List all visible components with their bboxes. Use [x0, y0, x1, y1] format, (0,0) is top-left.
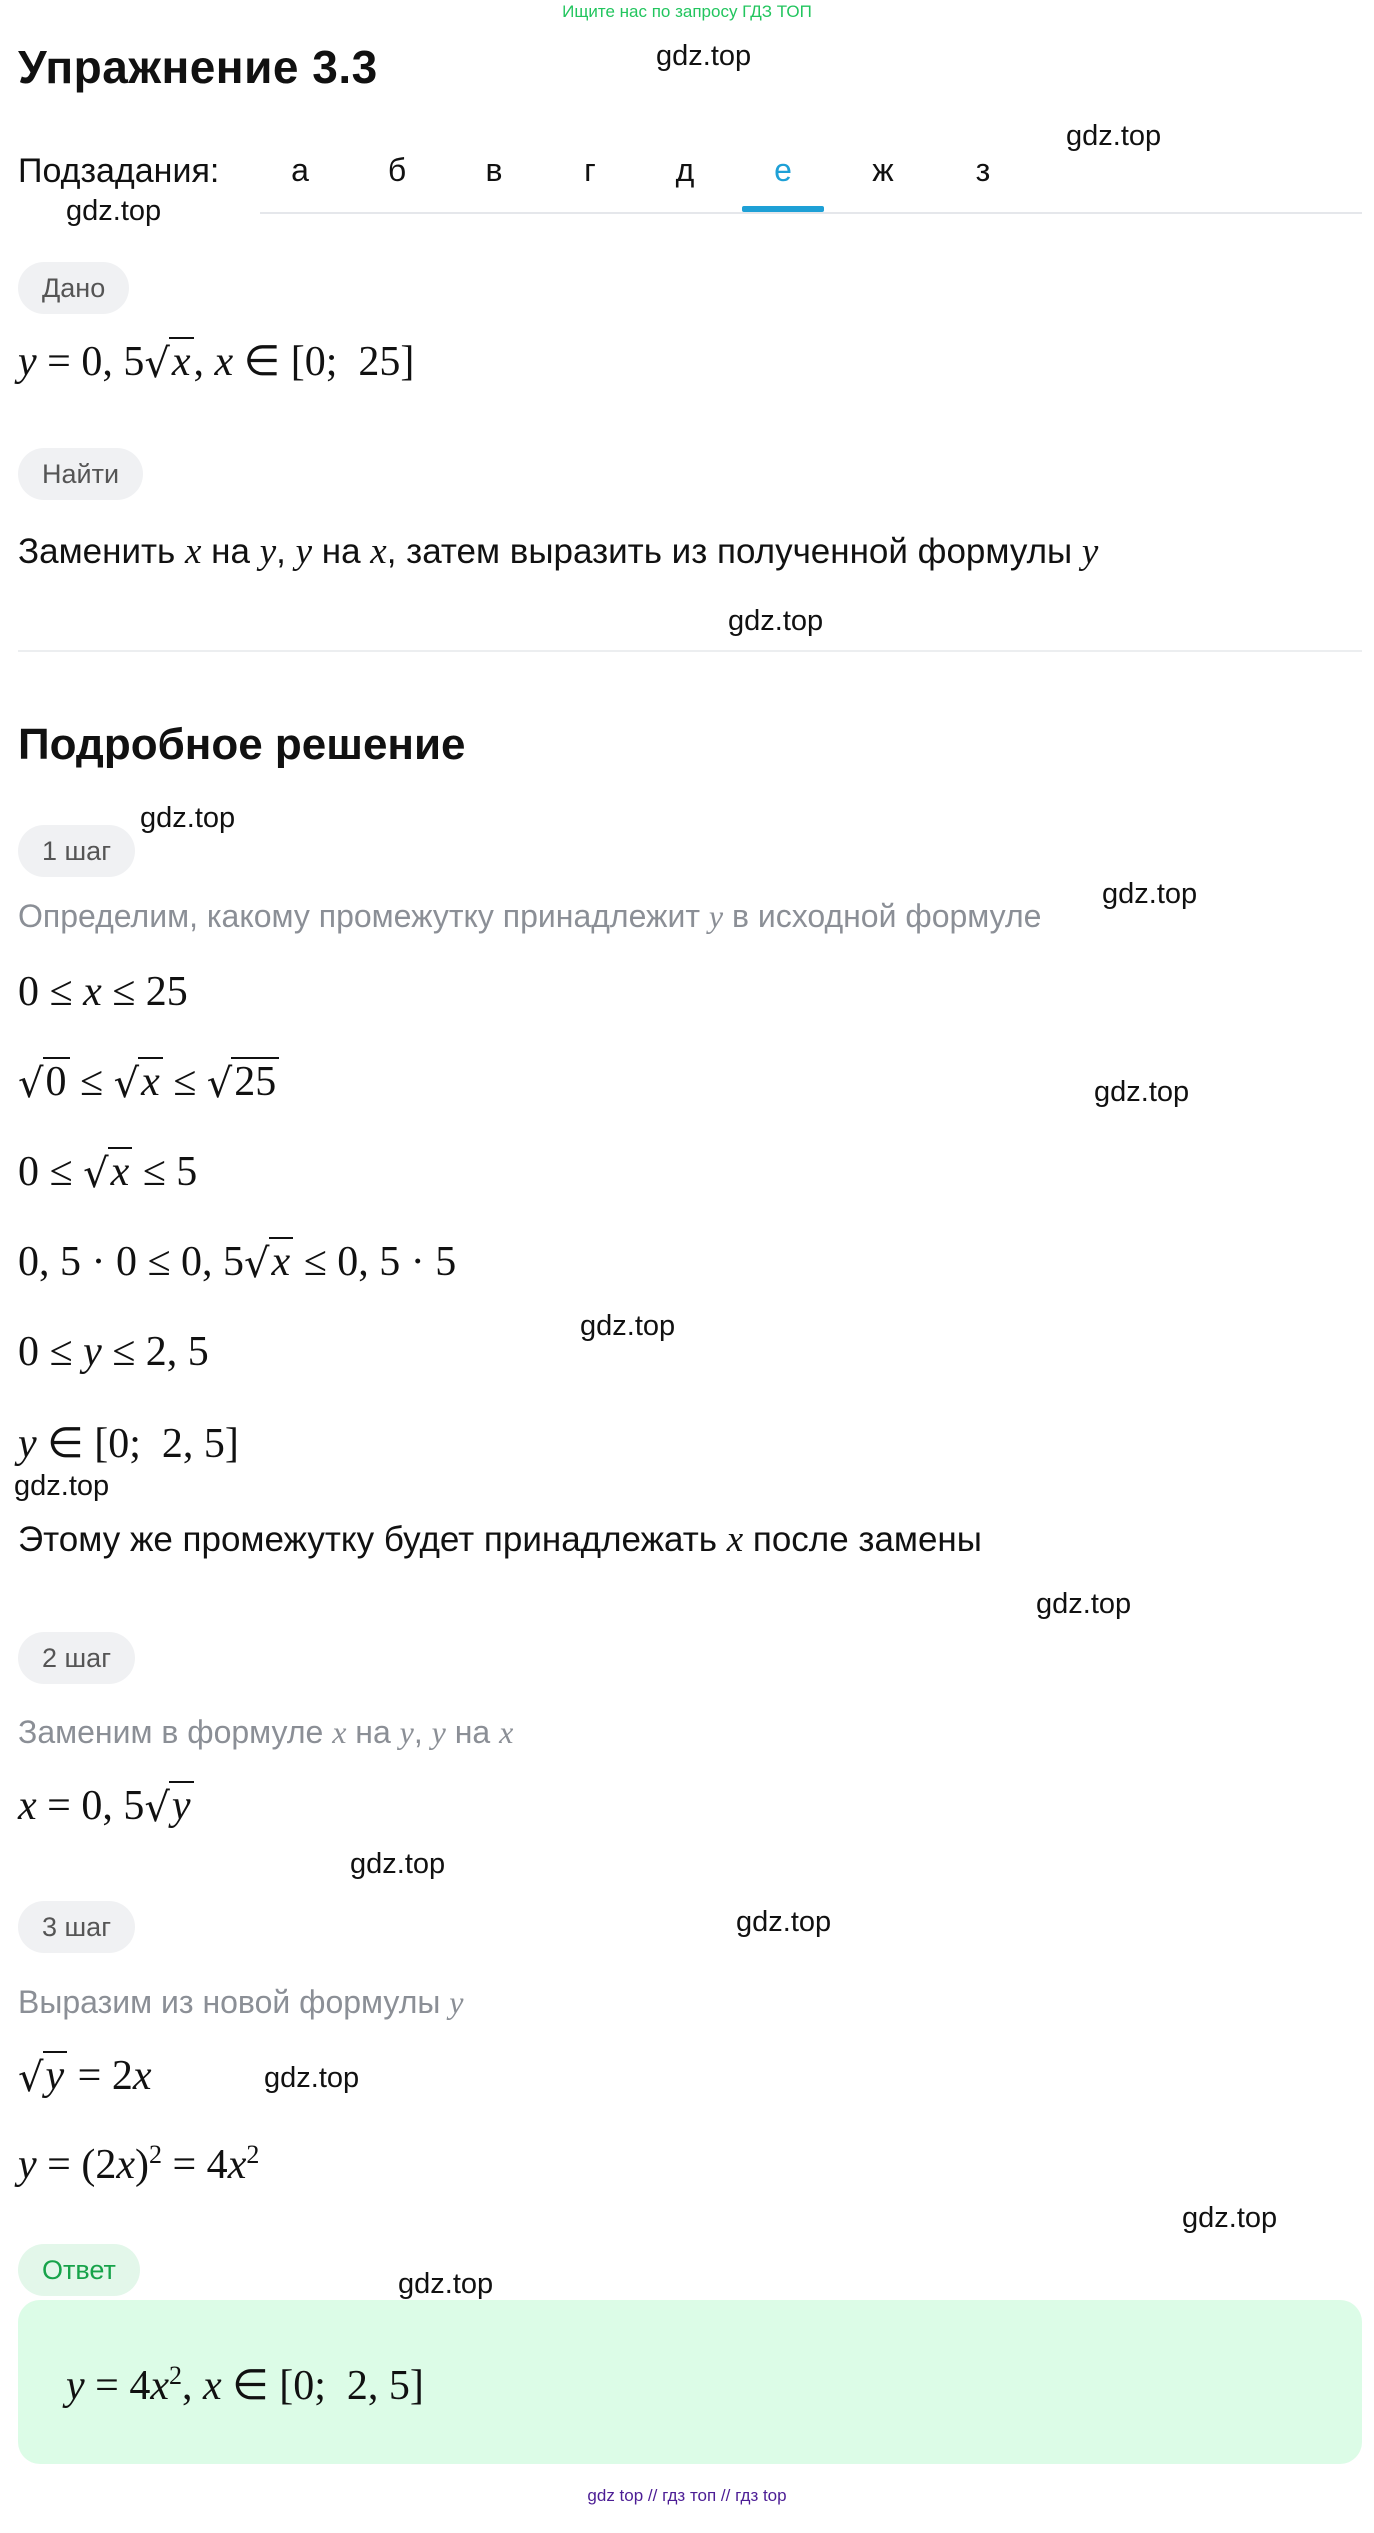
answer-formula: $y = 4x^2$, x ∈ [0; 2, 5] [66, 2361, 424, 2409]
tab-a[interactable]: а [291, 152, 309, 188]
watermark: gdz.top [656, 40, 752, 72]
tab-z[interactable]: з [975, 152, 991, 188]
tab-e[interactable]: е [774, 152, 792, 188]
step-3-badge: 3 шаг [18, 1901, 135, 1953]
watermark: gdz.top [728, 605, 824, 637]
step-2-line-1: x = 0, 5√y [18, 1782, 194, 1830]
step-1-line-6: y ∈ [0; 2, 5] [18, 1421, 239, 1467]
tabs-divider [260, 212, 1362, 214]
step-2-badge: 2 шаг [18, 1632, 135, 1684]
tab-zh[interactable]: ж [872, 152, 894, 188]
watermark: gdz.top [1094, 1076, 1190, 1108]
section-divider [18, 650, 1362, 652]
answer-badge: Ответ [18, 2244, 140, 2296]
step-2-caption: Заменим в формуле x на y, y на x [18, 1714, 514, 1750]
find-badge: Найти [18, 448, 143, 500]
tab-d[interactable]: д [675, 152, 695, 188]
find-text: Заменить x на y, y на x, затем выразить из полученной формулы y [18, 531, 1099, 572]
step-1-line-3: 0 ≤ √x ≤ 5 [18, 1149, 198, 1197]
step-3-line-1: √y = 2x [18, 2053, 152, 2101]
watermark: gdz.top [580, 1310, 676, 1342]
given-formula: y = 0, 5√x, x ∈ [0; 25] [18, 339, 415, 387]
top-banner: Ищите нас по запросу ГДЗ ТОП [562, 2, 812, 21]
footer: gdz top // гдз топ // гдз top [587, 2486, 787, 2505]
watermark: gdz.top [1066, 120, 1162, 152]
step-1-line-5: 0 ≤ y ≤ 2, 5 [18, 1329, 209, 1375]
step-1-badge: 1 шаг [18, 825, 135, 877]
watermark: gdz.top [1182, 2202, 1278, 2234]
watermark: gdz.top [14, 1470, 110, 1502]
step-1-line-1: 0 ≤ x ≤ 25 [18, 969, 188, 1015]
watermark: gdz.top [350, 1848, 446, 1880]
watermark: gdz.top [264, 2062, 360, 2094]
step-1-line-4: 0, 5 · 0 ≤ 0, 5√x ≤ 0, 5 · 5 [18, 1239, 457, 1287]
solution-heading: Подробное решение [18, 720, 466, 769]
active-tab-indicator [742, 206, 824, 212]
tab-g[interactable]: г [584, 152, 596, 188]
step-3-line-2: $y = (2x)^2 = 4x^2$ [18, 2140, 260, 2188]
watermark: gdz.top [1036, 1588, 1132, 1620]
step-1-note: Этому же промежутку будет принадлежать x после замены [18, 1519, 982, 1560]
watermark: gdz.top [140, 802, 236, 834]
watermark: gdz.top [736, 1906, 832, 1938]
tab-v[interactable]: в [485, 152, 503, 188]
page-title: Упражнение 3.3 [18, 41, 378, 93]
step-1-caption: Определим, какому промежутку принадлежит y в исходной формуле [18, 898, 1042, 934]
step-3-caption: Выразим из новой формулы y [18, 1984, 464, 2020]
watermark: gdz.top [1102, 878, 1198, 910]
watermark: gdz.top [66, 195, 162, 227]
given-badge: Дано [18, 262, 129, 314]
tab-b[interactable]: б [387, 152, 407, 188]
subtasks-label: Подзадания: [18, 152, 220, 190]
watermark: gdz.top [398, 2268, 494, 2300]
step-1-line-2: √0 ≤ √x ≤ √25 [18, 1058, 279, 1106]
